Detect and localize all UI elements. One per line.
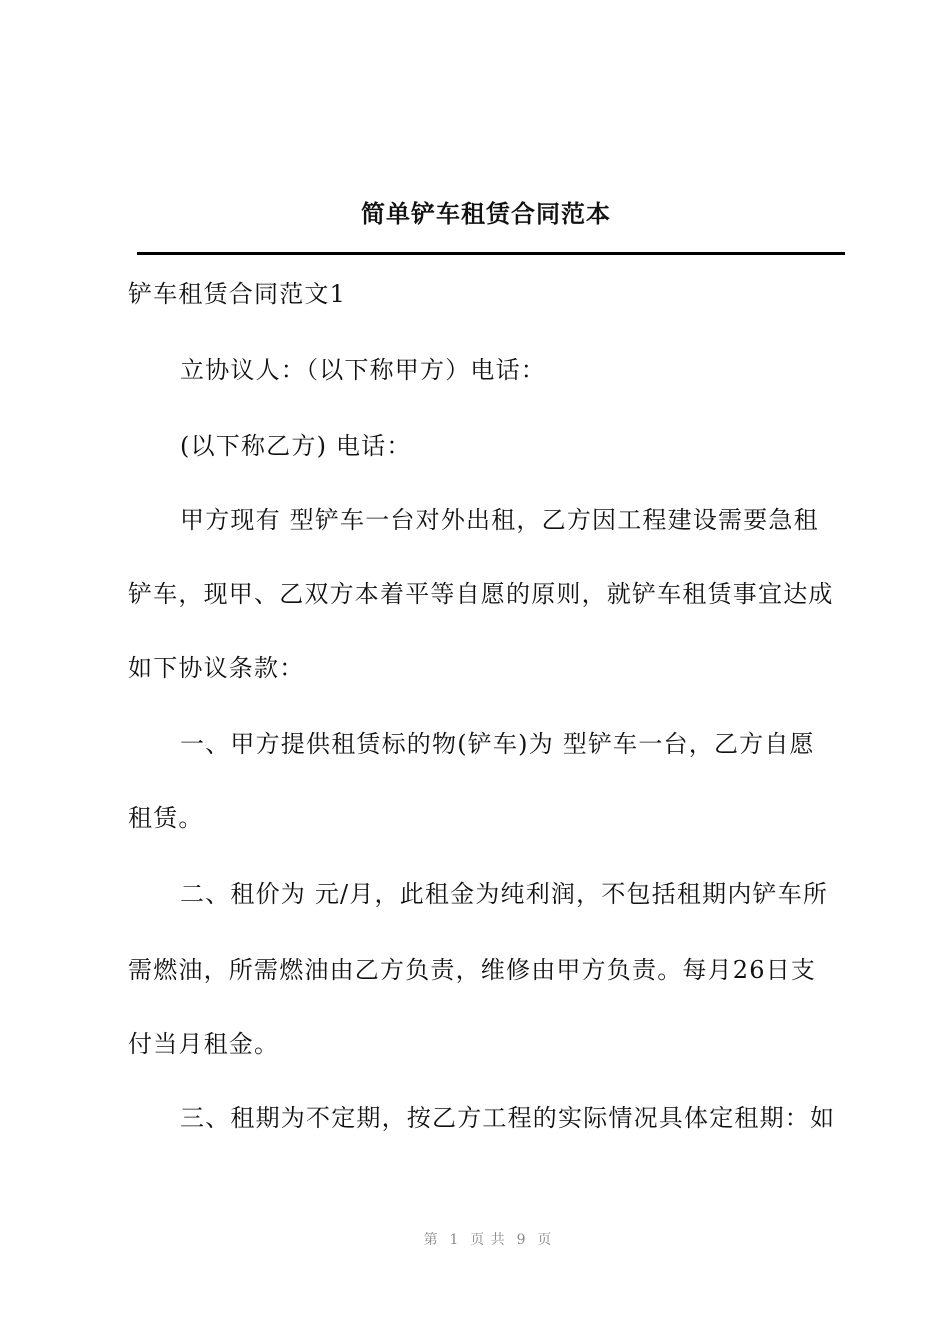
paragraph-line: 铲车，现甲、乙双方本着平等自愿的原则，就铲车租赁事宜达成 bbox=[128, 580, 834, 608]
document-title: 简单铲车租赁合同范本 bbox=[361, 199, 611, 228]
paragraph-line: 甲方现有 型铲车一台对外出租，乙方因工程建设需要急租 bbox=[180, 506, 819, 534]
paragraph-line: 二、租价为 元/月，此租金为纯利润，不包括租期内铲车所 bbox=[180, 880, 829, 908]
paragraph-line: 如下协议条款： bbox=[128, 654, 305, 682]
section-heading: 铲车租赁合同范文1 bbox=[128, 280, 347, 308]
paragraph-line: 立协议人：（以下称甲方）电话： bbox=[180, 356, 546, 384]
paragraph-line: (以下称乙方) 电话： bbox=[180, 432, 412, 460]
paragraph-line: 需燃油，所需燃油由乙方负责，维修由甲方负责。每月26日支 bbox=[128, 956, 817, 984]
paragraph-line: 租赁。 bbox=[128, 804, 204, 832]
paragraph-line: 三、租期为不定期，按乙方工程的实际情况具体定租期：如 bbox=[180, 1104, 836, 1132]
paragraph-line: 付当月租金。 bbox=[128, 1030, 280, 1058]
paragraph-line: 一、甲方提供租赁标的物(铲车)为 型铲车一台，乙方自愿 bbox=[180, 730, 815, 758]
page-number-footer: 第 1 页 共 9 页 bbox=[423, 1232, 553, 1248]
title-divider bbox=[137, 252, 845, 255]
